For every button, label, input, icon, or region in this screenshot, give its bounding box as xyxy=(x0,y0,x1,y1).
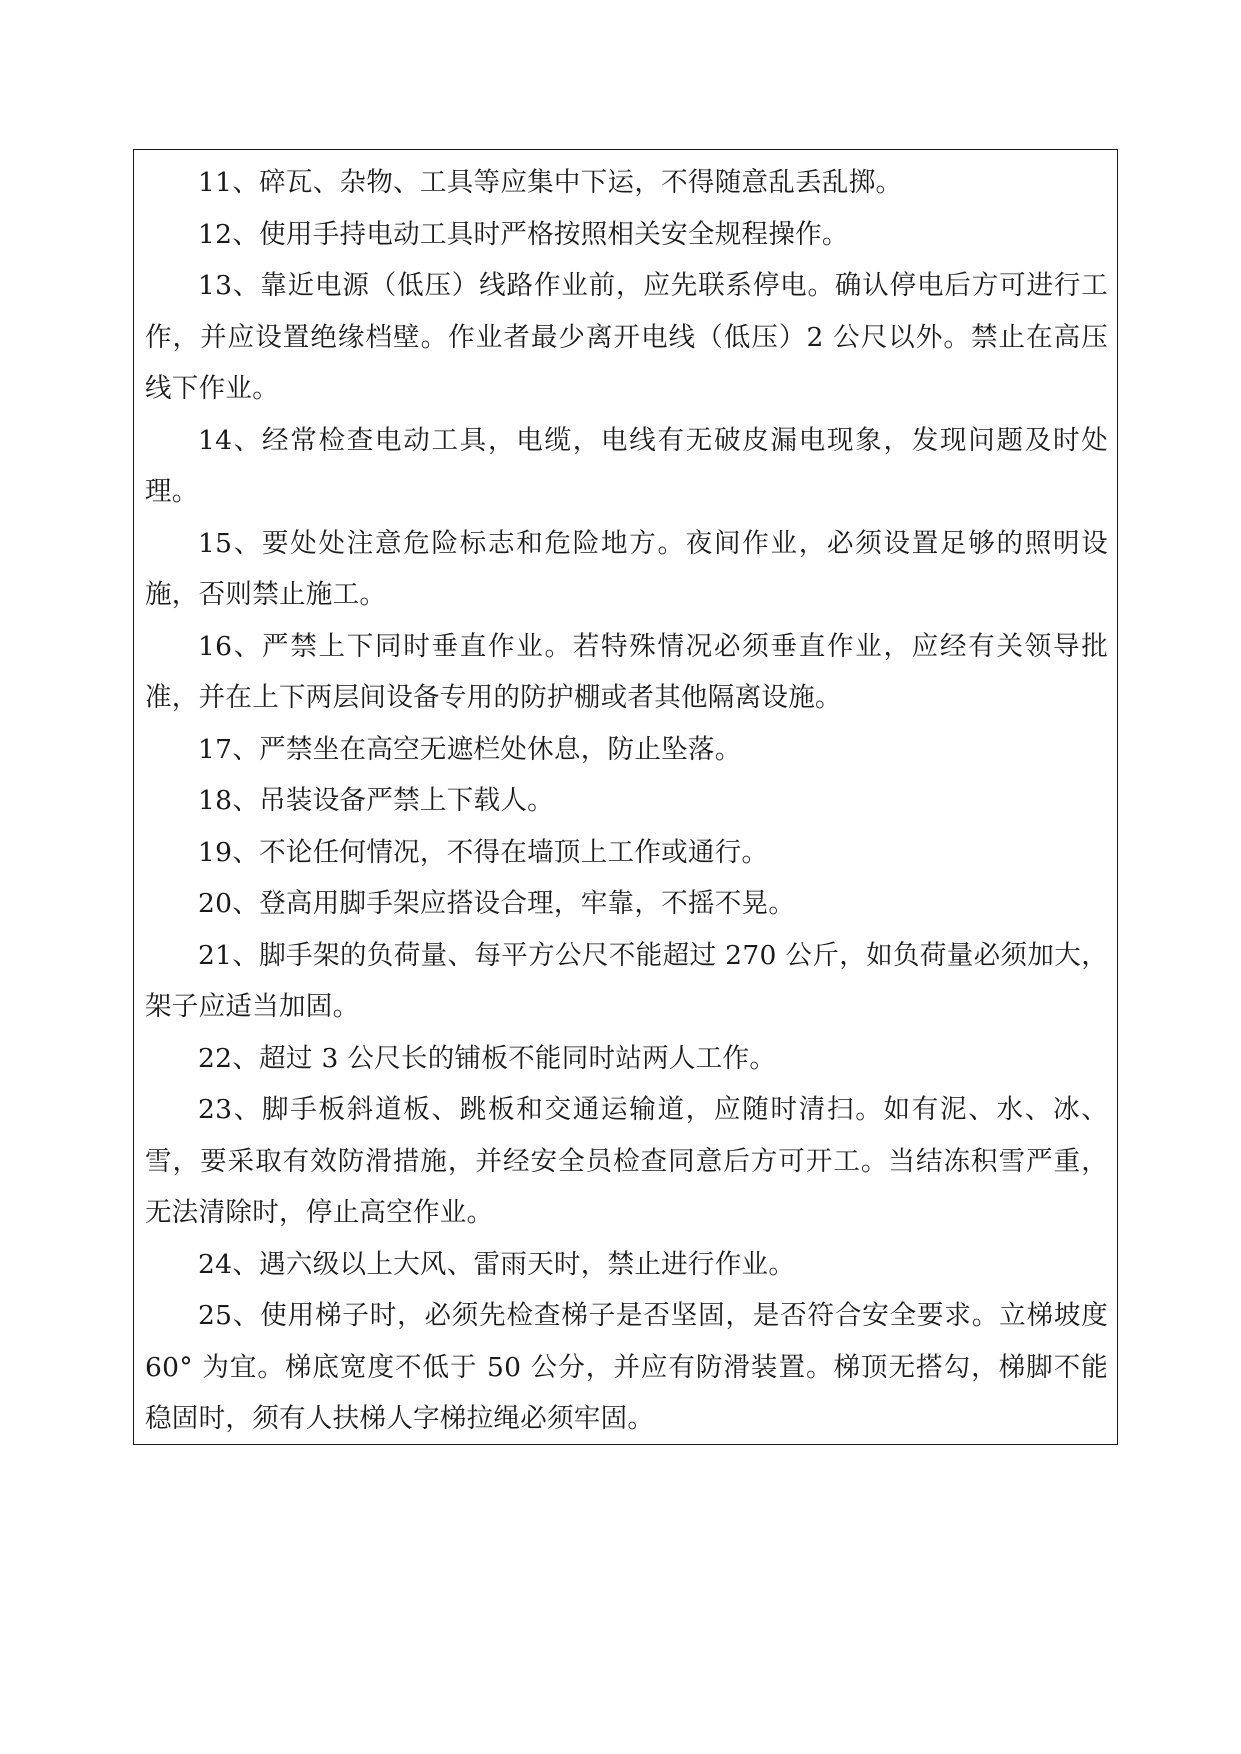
rule-item-19: 19、不论任何情况，不得在墙顶上工作或通行。 xyxy=(198,836,769,868)
rule-item-17: 17、严禁坐在高空无遮栏处休息，防止坠落。 xyxy=(198,733,742,765)
safety-rules-list xyxy=(145,157,1108,1445)
rule-item-12: 12、使用手持电动工具时严格按照相关安全规程操作。 xyxy=(198,218,849,250)
rule-item-18: 18、吊装设备严禁上下载人。 xyxy=(198,785,554,816)
rule-item-15: 15、要处处注意危险标志和危险地方。夜间作业，必须设置足够的照明设施，否则禁止施工。 xyxy=(145,527,1108,610)
rule-item-25: 25、使用梯子时，必须先检查梯子是否坚固，是否符合安全要求。立梯坡度 60° 为宜。梯底宽度不低于 50 公分，并应有防滑装置。梯顶无搭勾，梯脚不能稳固时，须有人扶梯人字梯拉绳必须牢固。 xyxy=(145,1300,1108,1434)
rule-item-16: 16、严禁上下同时垂直作业。若特殊情况必须垂直作业，应经有关领导批准，并在上下两层间设备专用的防护棚或者其他隔离设施。 xyxy=(145,630,1108,713)
rule-item-11: 11、碎瓦、杂物、工具等应集中下运，不得随意乱丢乱掷。 xyxy=(198,167,903,198)
rule-item-22: 22、超过 3 公尺长的铺板不能同时站两人工作。 xyxy=(198,1042,777,1074)
rule-item-21: 21、脚手架的负荷量、每平方公尺不能超过 270 公斤，如负荷量必须加大，架子应适当加固。 xyxy=(145,939,1108,1022)
rule-item-20: 20、登高用脚手架应搭设合理，牢靠，不摇不晃。 xyxy=(198,888,796,919)
rule-item-24: 24、遇六级以上大风、雷雨天时，禁止进行作业。 xyxy=(198,1248,796,1280)
rule-item-13: 13、靠近电源（低压）线路作业前，应先联系停电。确认停电后方可进行工作，并应设置绝缘档壁。作业者最少离开电线（低压）2 公尺以外。禁止在高压线下作业。 xyxy=(145,270,1108,404)
rule-item-23: 23、脚手板斜道板、跳板和交通运输道，应随时清扫。如有泥、水、冰、雪，要采取有效防滑措施，并经安全员检查同意后方可开工。当结冻积雪严重，无法清除时，停止高空作业。 xyxy=(145,1094,1108,1228)
rule-item-14: 14、经常检查电动工具，电缆，电线有无破皮漏电现象，发现问题及时处理。 xyxy=(145,424,1108,507)
